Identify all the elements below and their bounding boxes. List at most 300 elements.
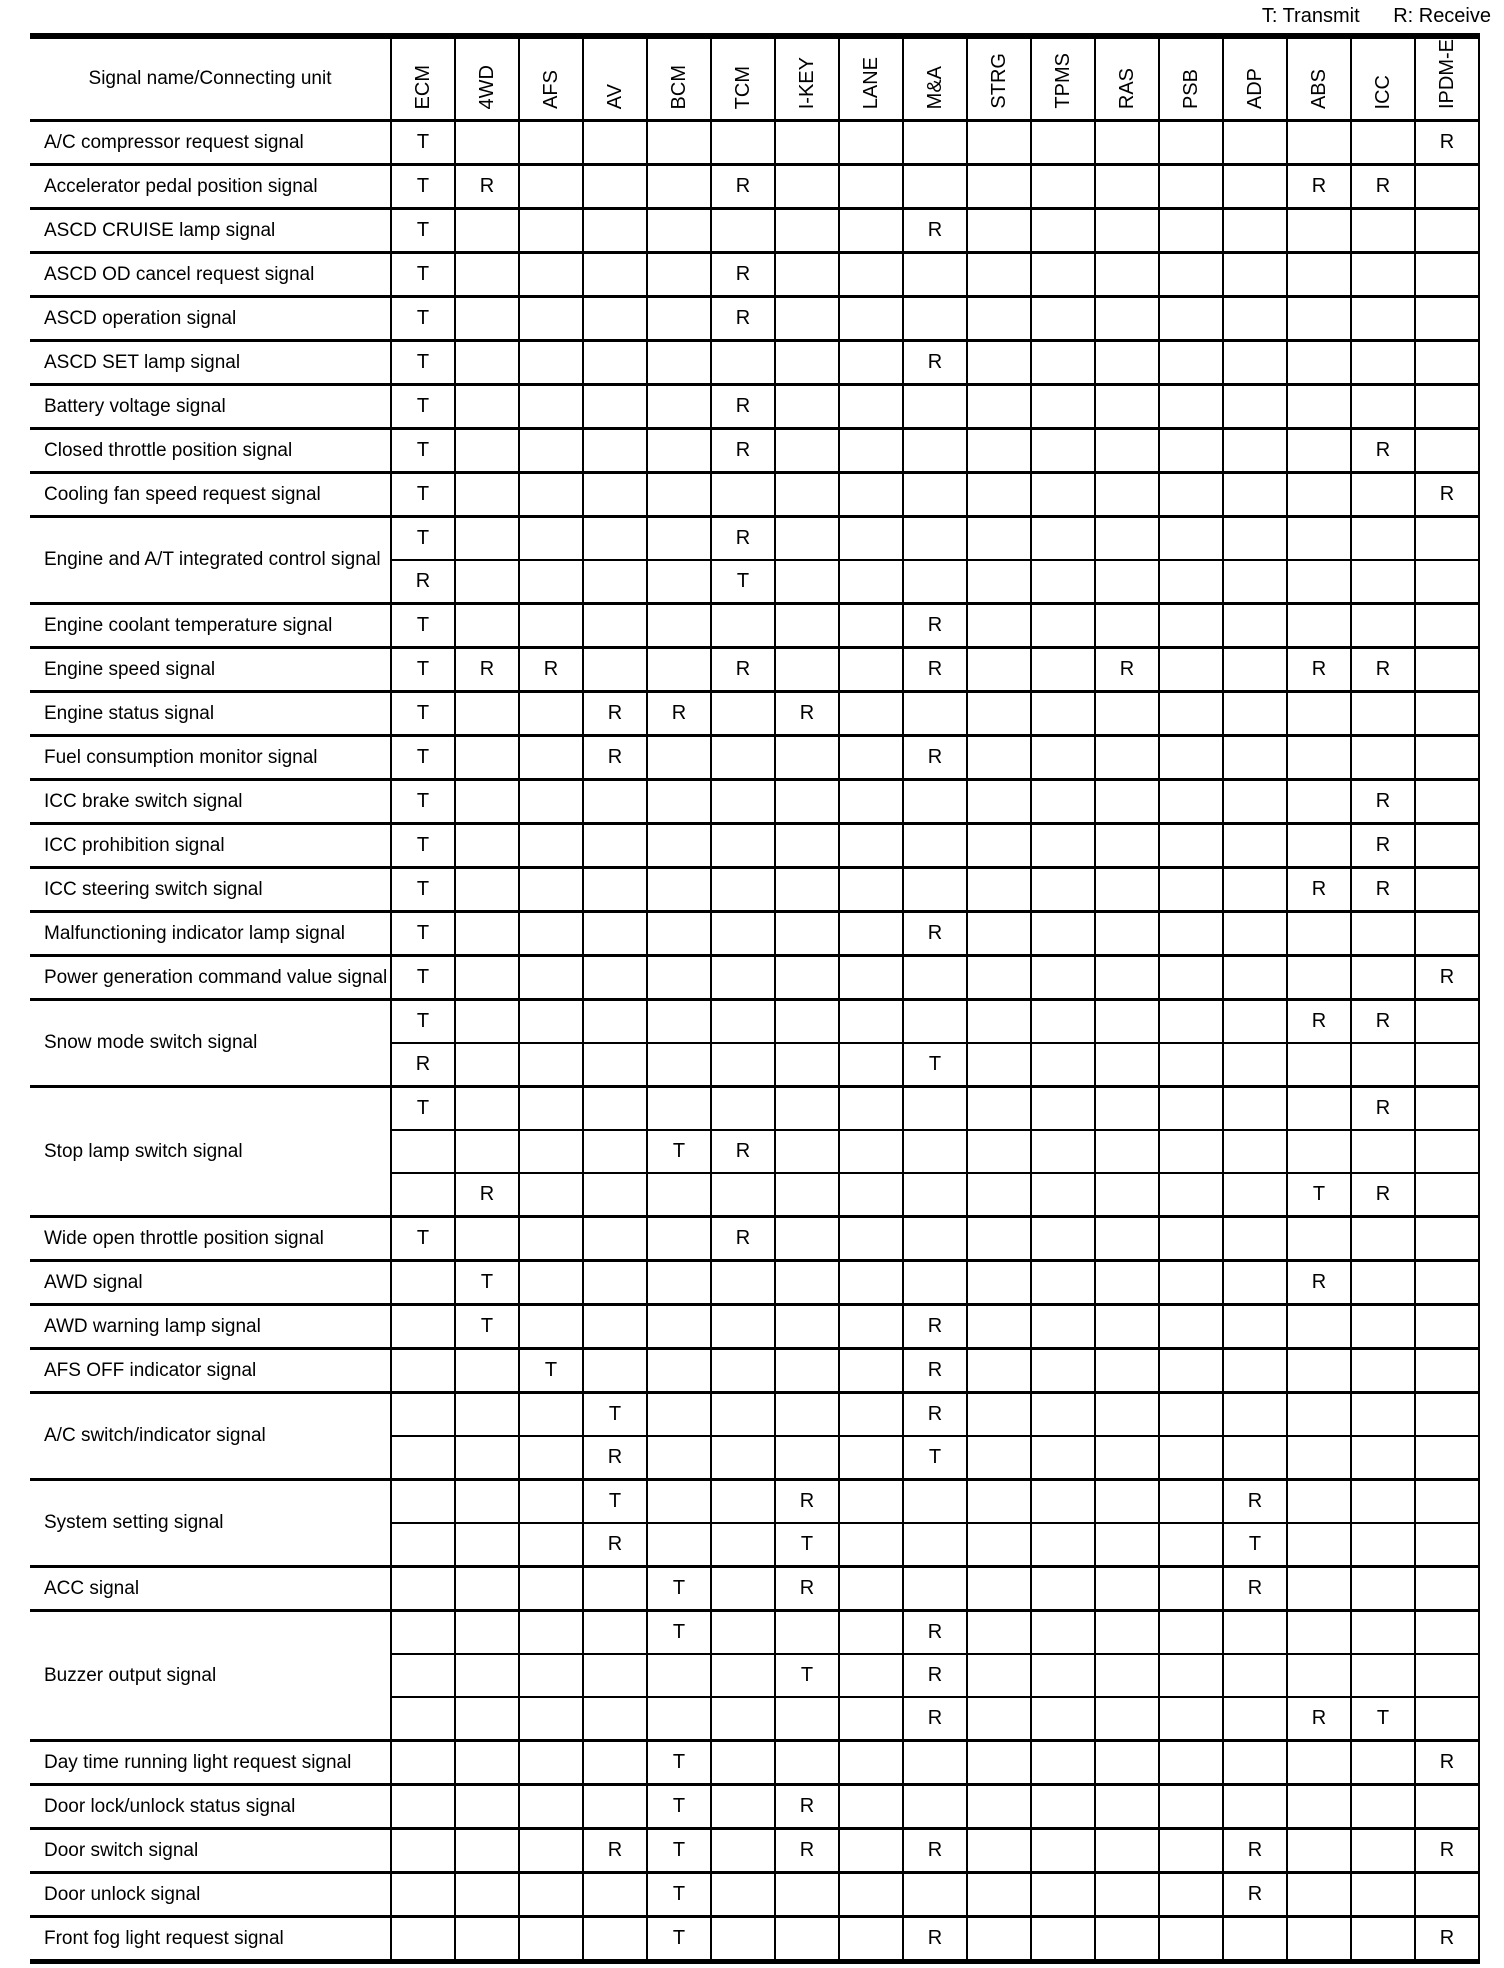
value-cell-ICC [1351,1349,1415,1393]
value-cell-STRG [967,1567,1031,1611]
value-cell-M&A: R [903,1829,967,1873]
value-cell-LANE [839,824,903,868]
value-cell-TCM [711,1567,775,1611]
value-cell-PSB [1159,341,1223,385]
value-cell-PSB [1159,165,1223,209]
value-cell-ABS [1287,517,1351,561]
value-cell-ICC: R [1351,824,1415,868]
value-cell-ECM [391,1785,455,1829]
value-cell-ABS [1287,1654,1351,1697]
value-cell-I-KEY [775,780,839,824]
value-cell-RAS [1095,868,1159,912]
value-cell-TPMS [1031,1829,1095,1873]
value-cell-STRG [967,648,1031,692]
value-cell-ECM: T [391,297,455,341]
signal-name-cell: ICC brake switch signal [30,780,391,824]
value-cell-IPDM-E [1415,253,1479,297]
value-cell-TCM [711,1393,775,1437]
value-cell-AFS [519,1261,583,1305]
value-cell-RAS [1095,297,1159,341]
value-cell-AFS [519,1523,583,1567]
value-cell-PSB [1159,253,1223,297]
value-cell-ABS [1287,1480,1351,1524]
value-cell-I-KEY [775,1087,839,1131]
value-cell-LANE [839,1611,903,1655]
value-cell-ICC [1351,1523,1415,1567]
value-cell-M&A [903,297,967,341]
value-cell-TPMS [1031,1567,1095,1611]
value-cell-STRG [967,517,1031,561]
value-cell-M&A: R [903,1697,967,1741]
value-cell-LANE [839,1043,903,1087]
value-cell-ADP [1223,1436,1287,1480]
value-cell-AV [583,253,647,297]
value-cell-AV [583,1611,647,1655]
value-cell-ADP [1223,604,1287,648]
value-cell-STRG [967,1087,1031,1131]
value-cell-ADP: R [1223,1480,1287,1524]
value-cell-ICC [1351,121,1415,165]
value-cell-LANE [839,604,903,648]
value-cell-AV [583,604,647,648]
value-cell-BCM [647,165,711,209]
value-cell-TPMS [1031,121,1095,165]
value-cell-BCM: T [647,1611,711,1655]
value-cell-AV: R [583,692,647,736]
value-cell-RAS [1095,1130,1159,1173]
value-cell-LANE [839,692,903,736]
value-cell-ECM [391,1261,455,1305]
value-cell-AV [583,956,647,1000]
value-cell-TCM [711,1043,775,1087]
corner-header: Signal name/Connecting unit [30,36,391,121]
value-cell-LANE [839,1173,903,1217]
value-cell-RAS [1095,385,1159,429]
value-cell-M&A [903,1000,967,1044]
value-cell-RAS [1095,1697,1159,1741]
value-cell-ABS [1287,604,1351,648]
value-cell-AV: T [583,1480,647,1524]
value-cell-M&A [903,560,967,604]
signal-name-cell: Battery voltage signal [30,385,391,429]
value-cell-LANE [839,736,903,780]
value-cell-TPMS [1031,253,1095,297]
value-cell-TCM [711,1697,775,1741]
value-cell-ABS [1287,429,1351,473]
value-cell-IPDM-E [1415,1393,1479,1437]
value-cell-AV [583,341,647,385]
value-cell-STRG [967,1523,1031,1567]
value-cell-ABS [1287,560,1351,604]
value-cell-STRG [967,1611,1031,1655]
value-cell-PSB [1159,473,1223,517]
value-cell-AV [583,1217,647,1261]
value-cell-RAS [1095,560,1159,604]
value-cell-ADP: R [1223,1567,1287,1611]
value-cell-STRG [967,1000,1031,1044]
value-cell-LANE [839,1697,903,1741]
value-cell-BCM [647,1697,711,1741]
value-cell-ECM: T [391,209,455,253]
value-cell-ADP [1223,429,1287,473]
value-cell-AFS [519,121,583,165]
value-cell-ABS [1287,1829,1351,1873]
value-cell-RAS [1095,1567,1159,1611]
value-cell-BCM: T [647,1873,711,1917]
value-cell-ADP [1223,1654,1287,1697]
table-row [30,912,1479,956]
value-cell-BCM [647,824,711,868]
signal-name-cell: ASCD SET lamp signal [30,341,391,385]
value-cell-ICC [1351,1261,1415,1305]
value-cell-BCM [647,780,711,824]
value-cell-ADP [1223,517,1287,561]
value-cell-ECM [391,1829,455,1873]
value-cell-IPDM-E [1415,912,1479,956]
value-cell-AV [583,1917,647,1962]
value-cell-ICC [1351,517,1415,561]
value-cell-ICC [1351,1043,1415,1087]
value-cell-AFS [519,1173,583,1217]
column-header-label: TPMS [1052,53,1074,109]
value-cell-LANE [839,1217,903,1261]
value-cell-M&A: R [903,1305,967,1349]
column-header-IPDM-E [1415,36,1479,121]
value-cell-TPMS [1031,648,1095,692]
value-cell-IPDM-E [1415,1567,1479,1611]
value-cell-ADP [1223,209,1287,253]
value-cell-TPMS [1031,692,1095,736]
table-row [30,956,1479,1000]
value-cell-AFS [519,165,583,209]
value-cell-I-KEY [775,209,839,253]
value-cell-I-KEY [775,253,839,297]
column-header-label: ECM [412,64,434,109]
signal-name-cell: System setting signal [30,1480,391,1567]
value-cell-BCM [647,1217,711,1261]
value-cell-TCM [711,956,775,1000]
value-cell-ADP [1223,1043,1287,1087]
value-cell-4WD: T [455,1305,519,1349]
value-cell-ABS [1287,824,1351,868]
value-cell-ADP [1223,385,1287,429]
value-cell-AFS [519,1741,583,1785]
value-cell-LANE [839,1741,903,1785]
value-cell-I-KEY [775,473,839,517]
value-cell-TCM [711,1654,775,1697]
value-cell-RAS [1095,604,1159,648]
value-cell-AFS [519,341,583,385]
value-cell-PSB [1159,604,1223,648]
header-row [30,36,1479,121]
column-header-label: 4WD [476,64,498,109]
table-row [30,1217,1479,1261]
value-cell-4WD [455,297,519,341]
value-cell-ADP [1223,1217,1287,1261]
value-cell-TPMS [1031,1130,1095,1173]
value-cell-TPMS [1031,1611,1095,1655]
value-cell-AFS [519,1697,583,1741]
value-cell-STRG [967,1261,1031,1305]
value-cell-M&A [903,868,967,912]
tr-legend [1262,5,1491,28]
value-cell-ICC [1351,1305,1415,1349]
value-cell-ICC [1351,385,1415,429]
value-cell-LANE [839,560,903,604]
value-cell-I-KEY [775,121,839,165]
value-cell-STRG [967,341,1031,385]
value-cell-STRG [967,1173,1031,1217]
value-cell-LANE [839,209,903,253]
value-cell-AV [583,473,647,517]
value-cell-M&A [903,692,967,736]
value-cell-LANE [839,1785,903,1829]
value-cell-M&A: R [903,1393,967,1437]
value-cell-I-KEY [775,1305,839,1349]
table-row [30,517,1479,561]
value-cell-AV [583,517,647,561]
value-cell-TCM [711,1873,775,1917]
value-cell-RAS [1095,165,1159,209]
value-cell-TCM [711,1785,775,1829]
signal-name-cell: Door unlock signal [30,1873,391,1917]
value-cell-ABS [1287,1873,1351,1917]
signal-name-cell: Accelerator pedal position signal [30,165,391,209]
value-cell-ECM: T [391,604,455,648]
value-cell-BCM [647,473,711,517]
value-cell-TPMS [1031,1349,1095,1393]
value-cell-STRG [967,912,1031,956]
value-cell-ABS [1287,912,1351,956]
value-cell-BCM: T [647,1829,711,1873]
value-cell-ECM [391,1349,455,1393]
value-cell-ECM [391,1917,455,1962]
value-cell-AV [583,1130,647,1173]
signal-table [30,33,1480,1964]
value-cell-RAS [1095,1917,1159,1962]
value-cell-4WD [455,824,519,868]
column-header-label: RAS [1116,67,1138,109]
column-header-label: STRG [988,53,1010,109]
value-cell-RAS [1095,1087,1159,1131]
value-cell-M&A: R [903,1611,967,1655]
table-head [30,36,1479,121]
value-cell-RAS [1095,1349,1159,1393]
value-cell-RAS: R [1095,648,1159,692]
value-cell-AV [583,868,647,912]
value-cell-IPDM-E [1415,1261,1479,1305]
column-header-label: M&A [924,65,946,109]
value-cell-BCM [647,604,711,648]
value-cell-AV [583,1087,647,1131]
value-cell-ADP [1223,560,1287,604]
table-row [30,1611,1479,1655]
value-cell-ABS: R [1287,648,1351,692]
value-cell-4WD [455,1523,519,1567]
value-cell-I-KEY [775,385,839,429]
value-cell-AFS [519,1654,583,1697]
value-cell-4WD [455,1480,519,1524]
value-cell-ADP [1223,912,1287,956]
value-cell-ECM [391,1130,455,1173]
value-cell-AV [583,1873,647,1917]
value-cell-M&A [903,1173,967,1217]
value-cell-TCM: T [711,560,775,604]
table-row [30,1305,1479,1349]
value-cell-TCM [711,1305,775,1349]
value-cell-ICC [1351,692,1415,736]
signal-name-cell: Stop lamp switch signal [30,1087,391,1217]
value-cell-TCM [711,604,775,648]
value-cell-TCM: R [711,517,775,561]
value-cell-ICC [1351,253,1415,297]
value-cell-AV [583,1349,647,1393]
value-cell-LANE [839,1393,903,1437]
value-cell-TPMS [1031,1917,1095,1962]
value-cell-TCM [711,780,775,824]
value-cell-STRG [967,1785,1031,1829]
value-cell-LANE [839,517,903,561]
value-cell-IPDM-E [1415,1130,1479,1173]
value-cell-RAS [1095,341,1159,385]
value-cell-TPMS [1031,429,1095,473]
value-cell-AFS [519,1917,583,1962]
value-cell-ECM [391,1741,455,1785]
table-row [30,780,1479,824]
column-header-label: BCM [668,64,690,109]
value-cell-4WD [455,1000,519,1044]
value-cell-AFS [519,253,583,297]
value-cell-ECM: T [391,165,455,209]
value-cell-4WD [455,1741,519,1785]
value-cell-ADP [1223,165,1287,209]
value-cell-M&A [903,517,967,561]
value-cell-PSB [1159,824,1223,868]
value-cell-IPDM-E [1415,648,1479,692]
value-cell-LANE [839,165,903,209]
table-row [30,1567,1479,1611]
value-cell-AFS [519,1130,583,1173]
value-cell-IPDM-E [1415,1480,1479,1524]
signal-name-cell: Cooling fan speed request signal [30,473,391,517]
value-cell-I-KEY [775,1217,839,1261]
value-cell-STRG [967,1130,1031,1173]
column-header-label: AV [604,83,626,109]
value-cell-AFS [519,1829,583,1873]
value-cell-ADP [1223,1261,1287,1305]
value-cell-TPMS [1031,1741,1095,1785]
value-cell-TCM [711,1741,775,1785]
table-row [30,341,1479,385]
value-cell-STRG [967,1393,1031,1437]
value-cell-IPDM-E: R [1415,956,1479,1000]
value-cell-TPMS [1031,1393,1095,1437]
value-cell-LANE [839,121,903,165]
value-cell-I-KEY [775,1436,839,1480]
value-cell-ABS [1287,209,1351,253]
value-cell-ECM: T [391,473,455,517]
value-cell-ABS [1287,473,1351,517]
value-cell-4WD [455,1785,519,1829]
value-cell-TCM [711,1436,775,1480]
value-cell-PSB [1159,1523,1223,1567]
value-cell-ECM: T [391,121,455,165]
value-cell-4WD [455,1349,519,1393]
value-cell-LANE [839,1261,903,1305]
value-cell-AFS: R [519,648,583,692]
value-cell-TCM [711,1261,775,1305]
signal-name-cell: AFS OFF indicator signal [30,1349,391,1393]
value-cell-I-KEY [775,1261,839,1305]
value-cell-ECM: T [391,868,455,912]
value-cell-ADP [1223,780,1287,824]
value-cell-TPMS [1031,868,1095,912]
value-cell-AV [583,1261,647,1305]
value-cell-TPMS [1031,1305,1095,1349]
value-cell-4WD [455,604,519,648]
value-cell-STRG [967,736,1031,780]
value-cell-PSB [1159,1785,1223,1829]
value-cell-RAS [1095,429,1159,473]
value-cell-ECM: T [391,956,455,1000]
column-header-label: ADP [1244,67,1266,109]
value-cell-LANE [839,253,903,297]
value-cell-TCM [711,1000,775,1044]
value-cell-ECM [391,1436,455,1480]
value-cell-STRG [967,1741,1031,1785]
value-cell-BCM [647,648,711,692]
column-header-label: LANE [860,56,882,109]
value-cell-AV [583,1000,647,1044]
value-cell-LANE [839,1829,903,1873]
value-cell-LANE [839,956,903,1000]
value-cell-PSB [1159,1741,1223,1785]
value-cell-AV: R [583,1523,647,1567]
value-cell-ECM [391,1654,455,1697]
value-cell-ECM: T [391,736,455,780]
value-cell-I-KEY: R [775,1785,839,1829]
value-cell-4WD [455,956,519,1000]
value-cell-ICC: T [1351,1697,1415,1741]
value-cell-PSB [1159,560,1223,604]
value-cell-LANE [839,648,903,692]
value-cell-IPDM-E [1415,1349,1479,1393]
value-cell-PSB [1159,912,1223,956]
value-cell-BCM [647,1480,711,1524]
value-cell-TCM: R [711,1217,775,1261]
value-cell-ICC [1351,604,1415,648]
value-cell-RAS [1095,209,1159,253]
value-cell-TCM: R [711,1130,775,1173]
column-header-label: TCM [732,65,754,109]
value-cell-ABS [1287,1917,1351,1962]
value-cell-4WD: R [455,165,519,209]
value-cell-ADP [1223,824,1287,868]
value-cell-STRG [967,1480,1031,1524]
table-row [30,297,1479,341]
value-cell-ABS: R [1287,1000,1351,1044]
value-cell-M&A: R [903,209,967,253]
value-cell-PSB [1159,1436,1223,1480]
value-cell-PSB [1159,1873,1223,1917]
value-cell-PSB [1159,956,1223,1000]
value-cell-ICC: R [1351,1173,1415,1217]
table-row [30,736,1479,780]
signal-name-cell: Engine status signal [30,692,391,736]
value-cell-BCM: T [647,1917,711,1962]
value-cell-PSB [1159,1043,1223,1087]
value-cell-M&A [903,121,967,165]
